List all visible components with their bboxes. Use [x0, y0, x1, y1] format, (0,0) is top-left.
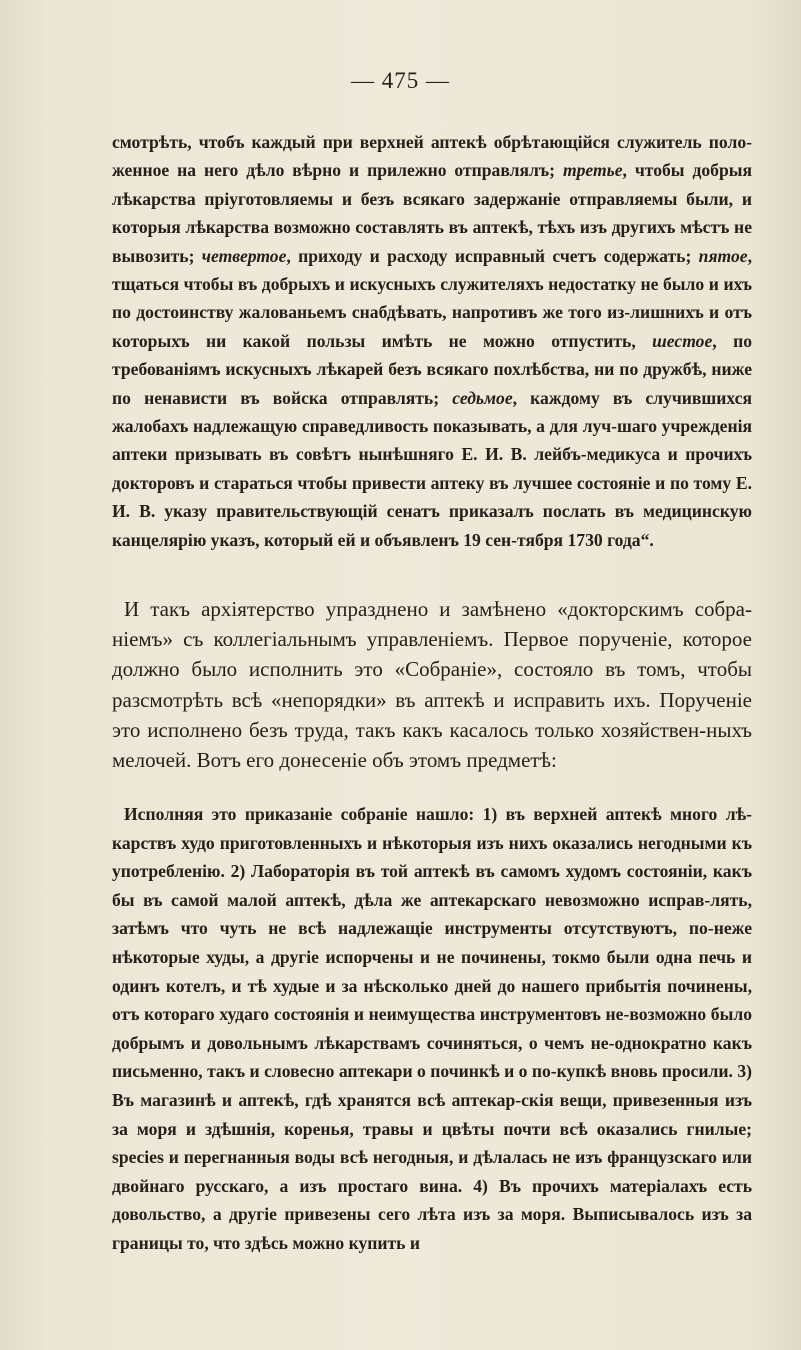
quoted-decree-text	[112, 128, 752, 554]
decree-text-run: , по требованіямъ искусныхъ лѣкарей безъ всякаго похлѣбства, ни по дружбѣ, ниже по ненависти въ войска отправлять;	[112, 330, 752, 408]
page-number: — 475 —	[351, 68, 450, 93]
narrative-paragraph: И такъ архіятерство упразднено и замѣнено «докторскимъ собра-ніемъ» съ коллегіальнымъ управленіемъ. Первое порученіе, которое должно было исполнить это «Собраніе», состояло въ томъ, чтобы разсмотрѣть всѣ «непорядки» въ аптекѣ и исправить ихъ. Порученіе это исполнено безъ труда, такъ какъ касалось только хозяйствен-ныхъ мелочей. Вотъ его донесеніе объ этомъ предметѣ:	[112, 597, 752, 773]
decree-text-run: , приходу и расходу исправный счетъ содержать;	[286, 245, 699, 266]
ordinal-heading-word: пятое	[698, 245, 748, 266]
ordinal-heading-word: шестое	[652, 330, 713, 351]
decree-text-run: смотрѣть, чтобъ каждый при верхней аптекѣ обрѣтающійся служитель поло-женное на него дѣло вѣрно и прилежно отправлялъ;	[112, 132, 752, 181]
report-paragraph: Исполняя это приказаніе собраніе нашло: 1) въ верхней аптекѣ много лѣ-карствъ худо приготовленныхъ и нѣкоторыя изъ нихъ оказались негодными къ употребленію. 2) Лабораторія въ той аптекѣ въ самомъ худомъ состояніи, какъ бы въ самой малой аптекѣ, дѣла же аптекарскаго невозможно исправ-лять, затѣмъ что чуть не всѣ надлежащіе инструменты отсутствуютъ, по-неже нѣкоторые худы, а другіе испорчены и не починены, токмо были одна печь и одинъ котелъ, и тѣ худые и за нѣсколько дней до нашего прибытія починены, отъ котораго худаго состоянія и неимущества инструментовъ не-возможно было добрымъ и довольнымъ лѣкарствамъ сочиняться, о чемъ не-однократно какъ письменно, такъ и словесно аптекари о починкѣ и о по-купкѣ вновь просили. 3) Въ магазинѣ и аптекѣ, гдѣ хранятся всѣ аптекар-скія вещи, привезенныя изъ за моря и здѣшнія, коренья, травы и цвѣты почти всѣ оказались гнилые; species и перегнанныя воды всѣ негодныя, и дѣлалась не изъ французскаго или двойнаго русскаго, а изъ простаго вина. 4) Въ прочихъ матеріалахъ есть довольство, а другіе привезены сего лѣта изъ за моря. Выписывалось изъ за границы то, что здѣсь можно купить и	[112, 804, 752, 1253]
report-text	[112, 800, 752, 1258]
decree-text-run: , чтобы добрыя лѣкарства пріуготовляемы и безъ всякаго задержаніе отправляемы были, и которыя лѣкарства возможно составлять въ аптекѣ, тѣхъ изъ другихъ мѣстъ не вывозить;	[112, 160, 752, 266]
ordinal-heading-word: третье	[562, 160, 623, 181]
decree-text-run: , тщаться чтобы въ добрыхъ и искусныхъ служителяхъ недостатку не было и ихъ по достоинству жалованьемъ снабдѣвать, напротивъ же того из-лишнихъ и отъ которыхъ ни какой пользы имѣть не можно отпустить,	[112, 245, 752, 351]
narrative-text	[112, 594, 752, 775]
ordinal-heading-word: седьмое	[452, 387, 513, 408]
quoted-decree-paragraph	[112, 128, 752, 554]
decree-text-run: , каждому въ случившихся жалобахъ надлежащую справедливость показывать, а для луч-шаго учрежденія аптеки призывать въ совѣтъ нынѣшняго Е. И. В. лейбъ-медикуса и прочихъ докторовъ и стараться чтобы привести аптеку въ лучшее состояніе и по тому Е. И. В. указу правительствующій сенатъ приказалъ послать въ медицинскую канцелярію указъ, который ей и объявленъ 19 сен-тября 1730 года“.	[112, 387, 752, 550]
ordinal-heading-word: четвертое	[201, 245, 287, 266]
